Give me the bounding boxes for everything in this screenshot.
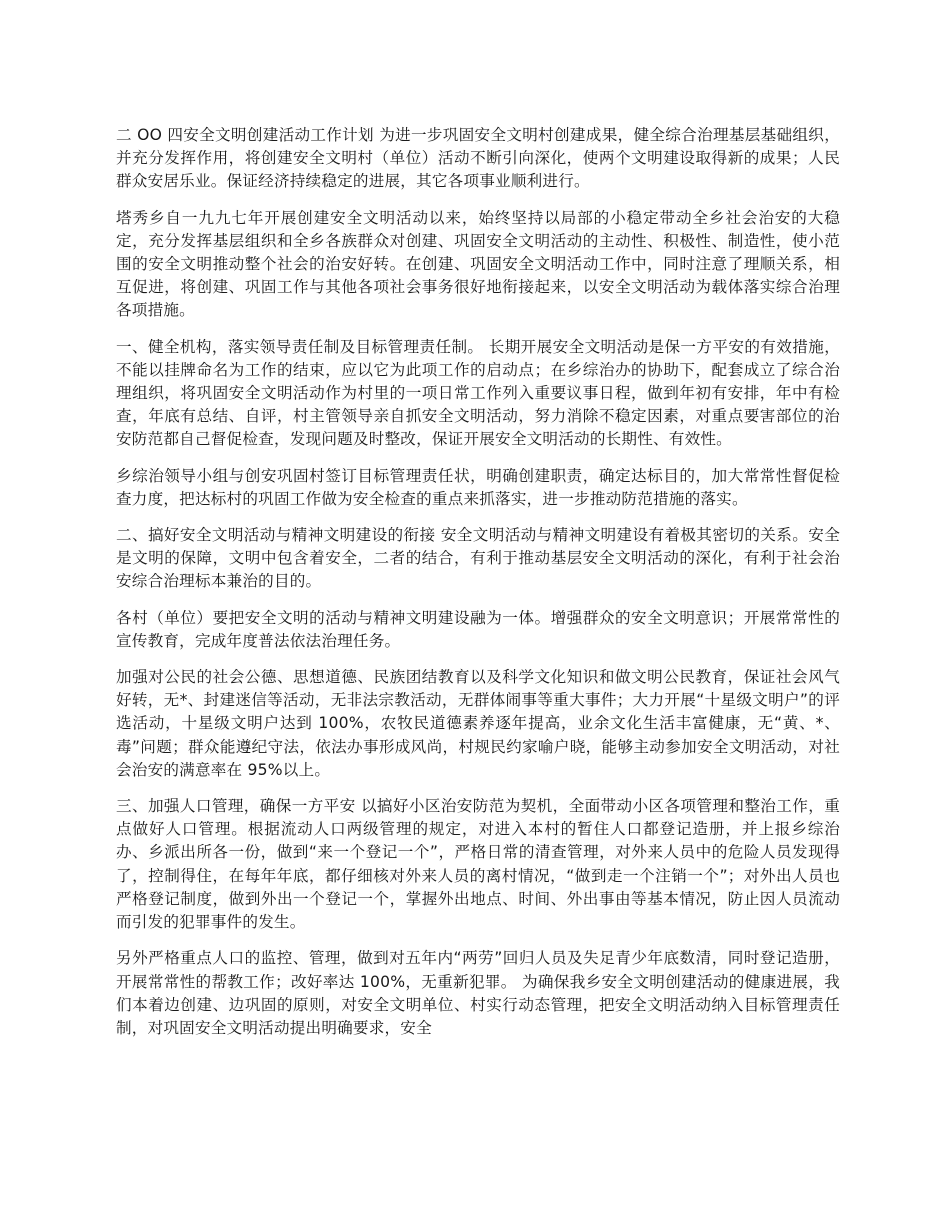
paragraph-integration: 各村（单位）要把安全文明的活动与精神文明建设融为一体。增强群众的安全文明意识；开展常常性的宣传教育，完成年度普法依法治理任务。 (116, 608, 840, 650)
paragraph-monitoring: 另外严格重点人口的监控、管理，做到对五年内“两劳”回归人员及失足青少年底数清，同时登记造册，开展常常性的帮教工作；改好率达 100%，无重新犯罪。 为确保我乡安全文明创建活动的健康进展，我们本着边创建、边巩固的原则，对安全文明单位、村实行动态管理，把安全文明活动纳入目标管理责任制，对巩固安全文明活动提出明确要求，安全 (116, 949, 840, 1037)
paragraph-responsibility: 乡综治领导小组与创安巩固村签订目标管理责任状，明确创建职责，确定达标目的，加大常常性督促检查力度，把达标村的巩固工作做为安全检查的重点来抓落实，进一步推动防范措施的落实。 (116, 466, 840, 508)
document-body (116, 124, 840, 1053)
paragraph-background: 塔秀乡自一九九七年开展创建安全文明活动以来，始终坚持以局部的小稳定带动全乡社会治安的大稳定，充分发挥基层组织和全乡各族群众对创建、巩固安全文明活动的主动性、积极性、制造性，使小范围的安全文明推动整个社会的治安好转。在创建、巩固安全文明活动工作中，同时注意了理顺关系，相互促进，将创建、巩固工作与其他各项社会事务很好地衔接起来，以安全文明活动为载体落实综合治理各项措施。 (116, 208, 840, 320)
paragraph-section-1: 一、健全机构，落实领导责任制及目标管理责任制。 长期开展安全文明活动是保一方平安的有效措施，不能以挂牌命名为工作的结束，应以它为此项工作的启动点；在乡综治办的协助下，配套成立了综合治理组织，将巩固安全文明活动作为村里的一项日常工作列入重要议事日程，做到年初有安排，年中有检查，年底有总结、自评，村主管领导亲自抓安全文明活动，努力消除不稳定因素，对重点要害部位的治安防范都自己督促检查，发现问题及时整改，保证开展安全文明活动的长期性、有效性。 (116, 337, 840, 449)
paragraph-section-2: 二、搞好安全文明活动与精神文明建设的衔接 安全文明活动与精神文明建设有着极其密切的关系。安全是文明的保障，文明中包含着安全，二者的结合，有利于推动基层安全文明活动的深化，有利于社会治安综合治理标本兼治的目的。 (116, 526, 840, 591)
paragraph-intro: 二 OO 四安全文明创建活动工作计划 为进一步巩固安全文明村创建成果，健全综合治理基层基础组织，并充分发挥作用，将创建安全文明村（单位）活动不断引向深化，使两个文明建设取得新的成果；人民群众安居乐业。保证经济持续稳定的进展，其它各项事业顺利进行。 (116, 126, 840, 191)
paragraph-education: 加强对公民的社会公德、思想道德、民族团结教育以及科学文化知识和做文明公民教育，保证社会风气好转，无*、封建迷信等活动，无非法宗教活动，无群体闹事等重大事件；大力开展“十星级文明户”的评选活动，十星级文明户达到 100%，农牧民道德素养逐年提高，业余文化生活丰富健康，无“黄、*、毒”问题；群众能遵纪守法，依法办事形成风尚，村规民约家喻户晓，能够主动参加安全文明活动，对社会治安的满意率在 95%以上。 (116, 668, 840, 779)
paragraph-section-3: 三、加强人口管理，确保一方平安 以搞好小区治安防范为契机，全面带动小区各项管理和整治工作，重点做好人口管理。根据流动人口两级管理的规定，对进入本村的暂住人口都登记造册，并上报乡综治办、乡派出所各一份，做到“来一个登记一个”，严格日常的清查管理，对外来人员中的危险人员发现得了，控制得住，在每年年底，都仔细核对外来人员的离村情况，“做到走一个注销一个”；对外出人员也严格登记制度，做到外出一个登记一个，掌握外出地点、时间、外出事由等基本情况，防止因人员流动而引发的犯罪事件的发生。 (116, 797, 840, 932)
